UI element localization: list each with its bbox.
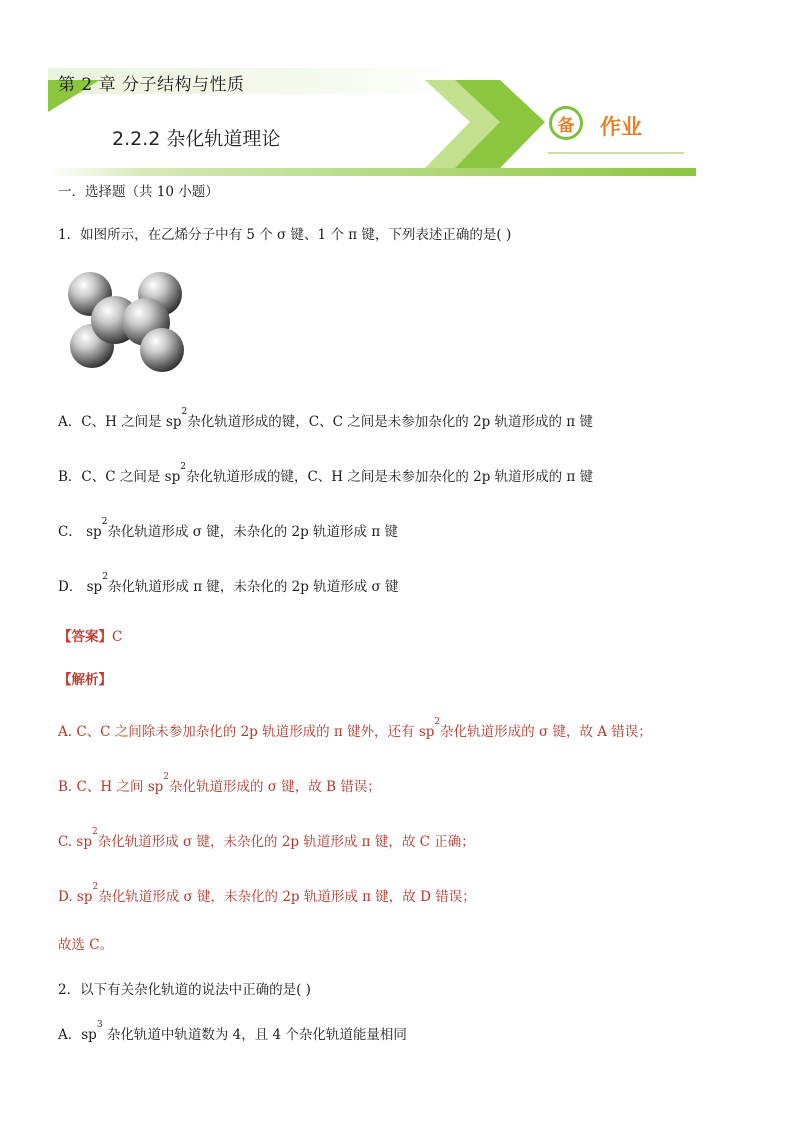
analysis-d: D. $sp^2$杂化轨道形成 σ 键，未杂化的 2p 轨道形成 π 键，故 D 错误；: [58, 882, 476, 905]
answer-value: C: [112, 629, 123, 645]
section-heading: 一．选择题（共 10 小题）: [58, 184, 219, 200]
q2-stem: 2．以下有关杂化轨道的说法中正确的是( ): [58, 982, 311, 998]
chapter-title: 第 2 章 分子结构与性质: [58, 75, 245, 95]
q1-stem: 1．如图所示，在乙烯分子中有 5 个 σ 键、1 个 π 键，下列表述正确的是( ): [58, 227, 512, 243]
homework-label: 作业: [600, 115, 642, 139]
analysis-label: 【解析】: [58, 672, 112, 688]
answer-line: [58, 625, 122, 645]
badge-circle: [549, 106, 583, 140]
analysis-b: B. C、H 之间 $sp^2$杂化轨道形成的 σ 键，故 B 错误；: [58, 772, 381, 795]
section-title: 2.2.2 杂化轨道理论: [112, 128, 281, 150]
analysis-a: A. C、C 之间除未参加杂化的 2p 轨道形成的 π 键外，还有 $sp^2$杂化轨道形成的 σ 键，故 A 错误；: [58, 717, 652, 740]
analysis-c: C. $sp^2$杂化轨道形成 σ 键，未杂化的 2p 轨道形成 π 键，故 C 正确；: [58, 827, 475, 850]
q1-option-d[interactable]: D． $sp^2$杂化轨道形成 π 键，未杂化的 2p 轨道形成 σ 键: [58, 572, 399, 595]
answer-label: 【答案】: [58, 629, 112, 645]
badge-char: 备: [557, 115, 575, 136]
q1-option-b[interactable]: B．C、C 之间是 $sp^2$杂化轨道形成的键，C、H 之间是未参加杂化的 2p 轨道形成的 π 键: [58, 462, 594, 485]
q1-option-a[interactable]: A．C、H 之间是 $sp^2$杂化轨道形成的键，C、C 之间是未参加杂化的 2p 轨道形成的 π 键: [58, 407, 593, 430]
analysis-conclusion: 故选 C。: [58, 937, 114, 953]
ethylene-ball-model-icon: [60, 262, 190, 374]
bottom-band: [48, 168, 696, 176]
q2-option-a[interactable]: A．$sp^3$ 杂化轨道中轨道数为 4，且 4 个杂化轨道能量相同: [58, 1020, 407, 1043]
q1-option-c[interactable]: C． $sp^2$杂化轨道形成 σ 键，未杂化的 2p 轨道形成 π 键: [58, 517, 399, 540]
hydrogen-atom: [140, 328, 184, 372]
